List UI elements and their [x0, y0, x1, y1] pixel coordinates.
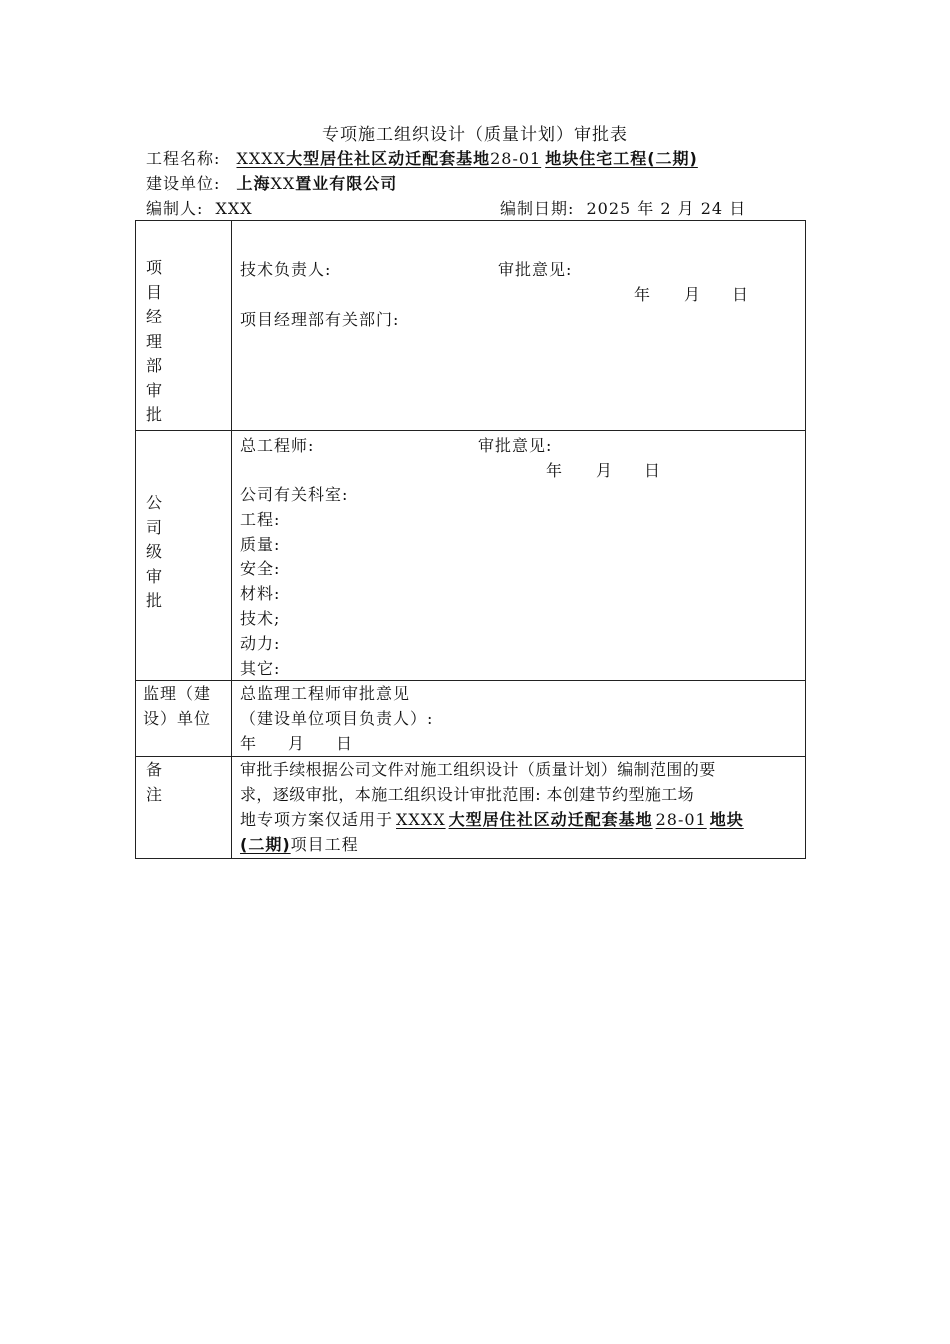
remarks-line: 求，逐级审批，本施工组织设计审批范围: 本创建节约型施工场	[240, 785, 695, 805]
remarks-line	[240, 808, 805, 833]
label-char: 批	[146, 405, 163, 424]
project-approval-content-cell	[232, 221, 806, 431]
label-char: 审	[146, 566, 163, 586]
supervision-content-cell	[232, 681, 806, 757]
supervision-label-line: 监理（建	[143, 684, 212, 703]
builder-label: 建设单位:	[146, 174, 221, 193]
supervision-label-line: 设）单位	[143, 708, 212, 728]
project-name-part2: 大型居住社区动迁配套基地	[286, 149, 491, 168]
label-char: 审	[146, 380, 163, 400]
project-approval-label-cell	[136, 221, 232, 431]
supervision-date-month: 月	[288, 733, 306, 753]
remarks-label	[136, 757, 231, 808]
remarks-scope-text: 地专项方案仅适用于	[240, 809, 394, 829]
remarks-project-part2: 大型居住社区动迁配套基地	[448, 809, 653, 829]
office-item: 质量:	[240, 534, 281, 554]
remarks-label-cell	[136, 757, 232, 858]
tech-lead-field: 技术负责人:	[240, 260, 332, 279]
supervision-label-cell	[136, 681, 232, 757]
label-char: 理	[146, 331, 163, 351]
supervision-date-year: 年	[240, 733, 258, 753]
builder-part2: XX	[270, 174, 296, 193]
project-approval-row	[136, 221, 806, 431]
compile-date-value: 2025 年 2 月 24 日	[586, 199, 747, 218]
chief-engineer-field: 总工程师:	[240, 436, 315, 455]
project-name-line	[146, 146, 698, 169]
editor-value: XXX	[215, 199, 253, 218]
supervision-label	[136, 681, 231, 732]
project-date-year: 年	[634, 285, 652, 304]
remarks-project-part3: 28-01	[655, 809, 707, 829]
label-char: 批	[146, 591, 163, 610]
office-item: 工程:	[240, 509, 281, 529]
approval-table	[135, 220, 806, 859]
builder-part1: 上海	[236, 174, 271, 193]
label-char: 部	[146, 356, 163, 375]
editor-label: 编制人:	[146, 199, 204, 218]
project-name-part3: 28-01	[490, 149, 542, 168]
remarks-line	[240, 833, 805, 858]
supervision-date-day: 日	[336, 733, 354, 753]
remarks-content-cell	[232, 757, 806, 858]
office-item: 材料:	[240, 584, 281, 604]
supervision-opinion-line: 总监理工程师审批意见	[240, 684, 411, 703]
label-char: 项	[146, 258, 163, 277]
company-approval-content-cell	[232, 431, 806, 681]
project-name-part4: 地块住宅工程(二期)	[545, 149, 698, 168]
office-item: 动力:	[240, 633, 281, 653]
editor-line	[146, 196, 253, 219]
label-char: 级	[146, 542, 163, 561]
supervision-date	[240, 732, 805, 757]
label-char: 公	[146, 493, 163, 512]
remarks-row	[136, 757, 806, 858]
project-date-month: 月	[684, 285, 702, 304]
project-opinion-field: 审批意见:	[498, 260, 573, 279]
project-departments-field: 项目经理部有关部门:	[240, 310, 400, 329]
supervision-row	[136, 681, 806, 757]
builder-part3: 置业有限公司	[295, 174, 398, 193]
remarks-phase: (二期)	[240, 834, 291, 854]
office-item: 其它:	[240, 658, 281, 678]
compile-date-line	[500, 196, 746, 219]
remarks-label-line: 备	[146, 760, 164, 780]
company-offices-heading: 公司有关科室:	[240, 485, 349, 504]
label-char: 司	[146, 517, 163, 537]
company-approval-label	[136, 431, 231, 614]
remarks-project-part4: 地块	[709, 809, 744, 829]
label-char: 经	[146, 307, 163, 326]
supervision-owner-line: （建设单位项目负责人）:	[240, 708, 434, 728]
document-title: 专项施工组织设计（质量计划）审批表	[322, 125, 628, 145]
remarks-project-suffix: 项目工程	[290, 834, 359, 854]
company-approval-row	[136, 431, 806, 681]
compile-date-label: 编制日期:	[500, 199, 575, 218]
remarks-line: 审批手续根据公司文件对施工组织设计（质量计划）编制范围的要	[240, 760, 716, 780]
remarks-label-line: 注	[146, 785, 164, 805]
project-name-label: 工程名称:	[146, 149, 221, 168]
office-item: 技术;	[240, 608, 281, 628]
project-approval-label	[136, 221, 231, 428]
company-date-year: 年	[546, 461, 564, 480]
company-offices-list	[240, 483, 348, 681]
office-item: 安全:	[240, 559, 281, 579]
builder-line	[146, 171, 397, 194]
label-char: 目	[146, 282, 163, 302]
company-approval-label-cell	[136, 431, 232, 681]
remarks-project-part1: XXXX	[396, 809, 446, 829]
company-date-day: 日	[644, 461, 662, 480]
project-date-day: 日	[732, 285, 750, 304]
project-name-part1: XXXX	[236, 149, 287, 168]
company-opinion-field: 审批意见:	[478, 436, 553, 455]
company-date-month: 月	[596, 461, 614, 480]
